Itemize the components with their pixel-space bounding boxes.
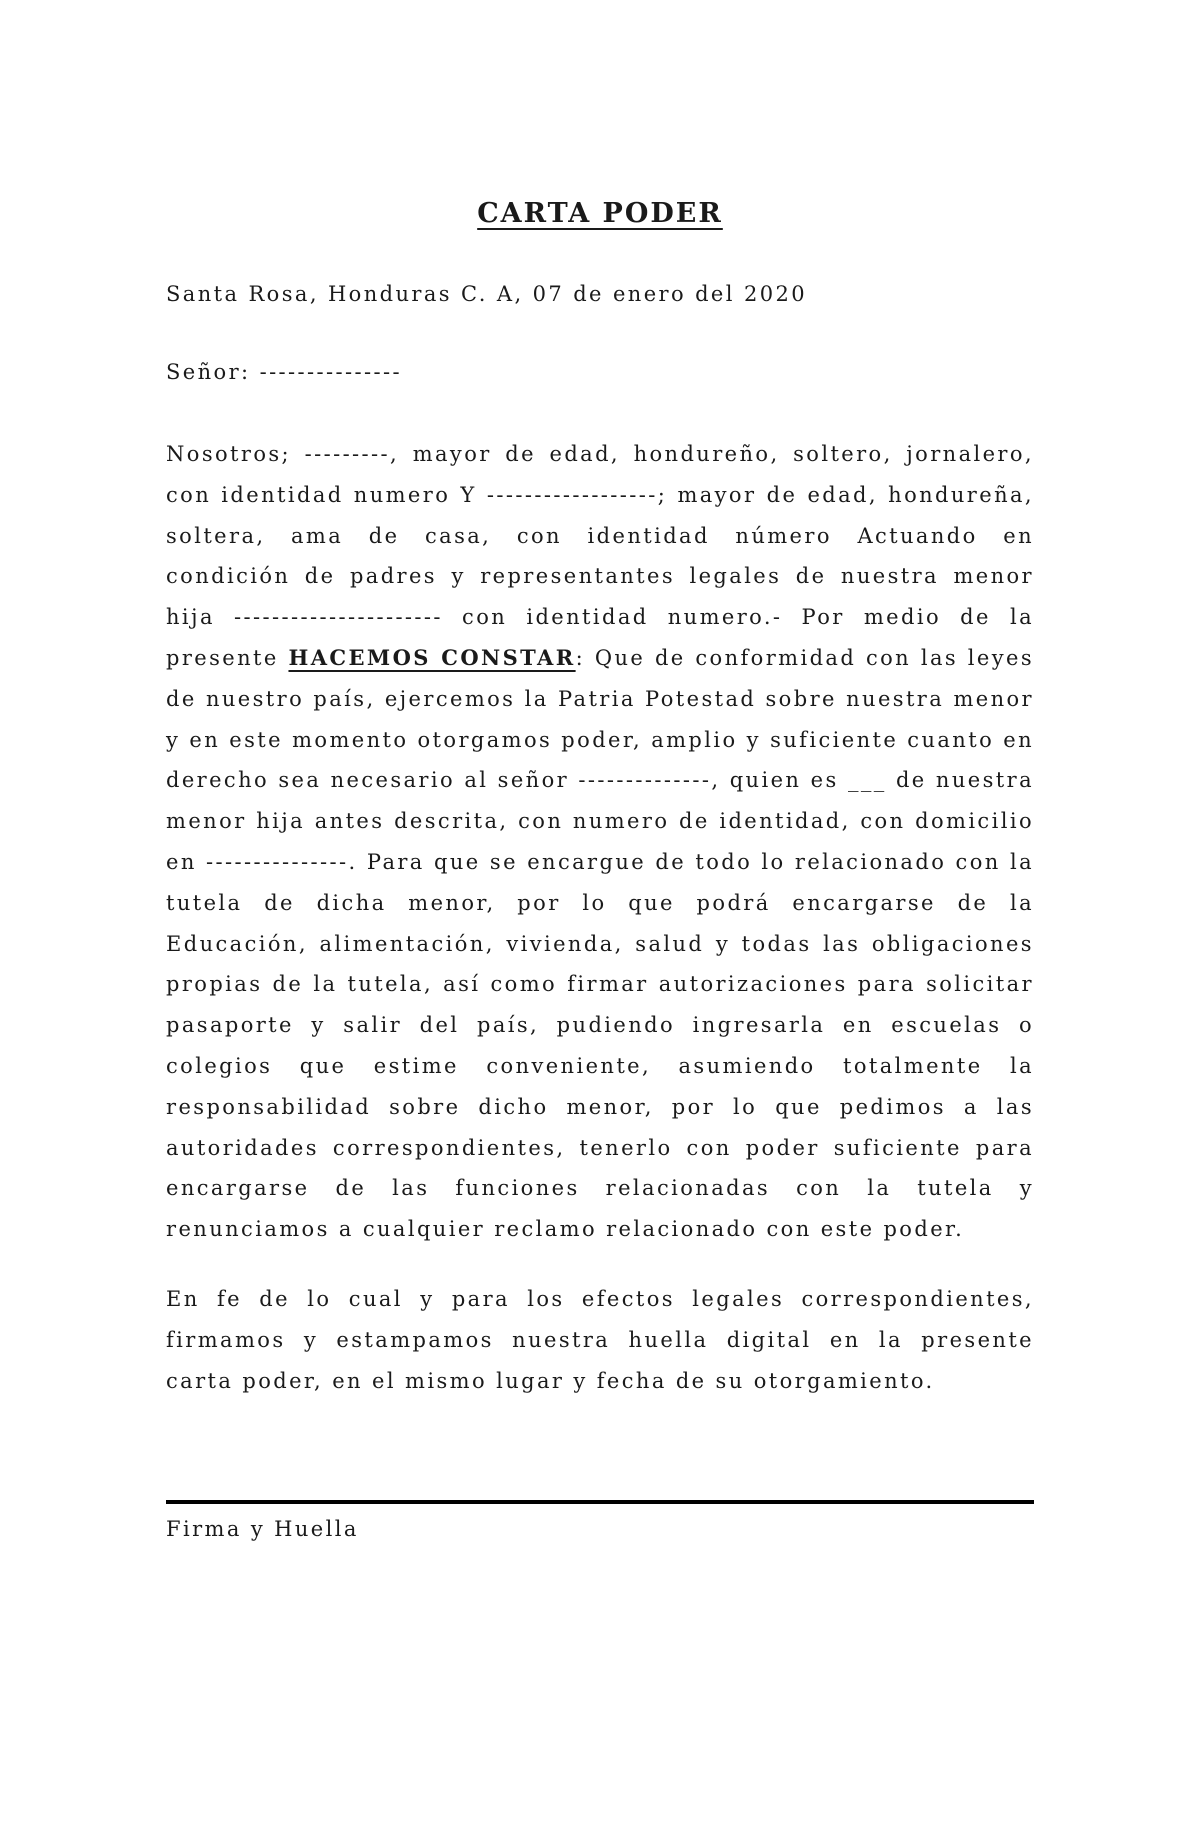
body-text-part1: Nosotros; ---------, mayor de edad, hondureño, soltero, jornalero, con identidad numero Y ------------------; mayor de edad, hondureña, soltera, ama de casa, con identidad número Actuando en condición de padres y representantes legales de nuestra menor hija ---------------------- con identidad numero.- Por medio de la presente: [166, 442, 1034, 670]
date-line: Santa Rosa, Honduras C. A, 07 de enero del 2020: [166, 282, 807, 306]
body-text-part2: : Que de conformidad con las leyes de nuestro país, ejercemos la Patria Potestad sobre nuestra menor y en este momento otorgamos poder, amplio y suficiente cuanto en derecho sea necesario al señor --------------, quien es ___ de nuestra menor hija antes descrita, con numero de identidad, con domicilio en ---------------. Para que se encargue de todo lo relacionado con la tutela de dicha menor, por lo que podrá encargarse de la Educación, alimentación, vivienda, salud y todas las obligaciones propias de la tutela, así como firmar autorizaciones para solicitar pasaporte y salir del país, pudiendo ingresarla en escuelas o colegios que estime conveniente, asumiendo totalmente la responsabilidad sobre dicho menor, por lo que pedimos a las autoridades correspondientes, tenerlo con poder suficiente para encargarse de las funciones relacionadas con la tutela y renunciamos a cualquier reclamo relacionado con este poder.: [166, 645, 1035, 1242]
signature-line: [166, 1500, 1034, 1504]
document-title-text: CARTA PODER: [477, 198, 723, 229]
document-title: [0, 194, 1200, 234]
body-paragraph: [166, 434, 1034, 1250]
recipient-line: Señor: ---------------: [166, 360, 403, 384]
body-emphasis: HACEMOS CONSTAR: [288, 644, 576, 670]
closing-paragraph: En fe de lo cual y para los efectos legales correspondientes, firmamos y estampamos nuestra huella digital en la presente carta poder, en el mismo lugar y fecha de su otorgamiento.: [166, 1287, 1034, 1393]
signature-label: Firma y Huella: [166, 1517, 359, 1541]
